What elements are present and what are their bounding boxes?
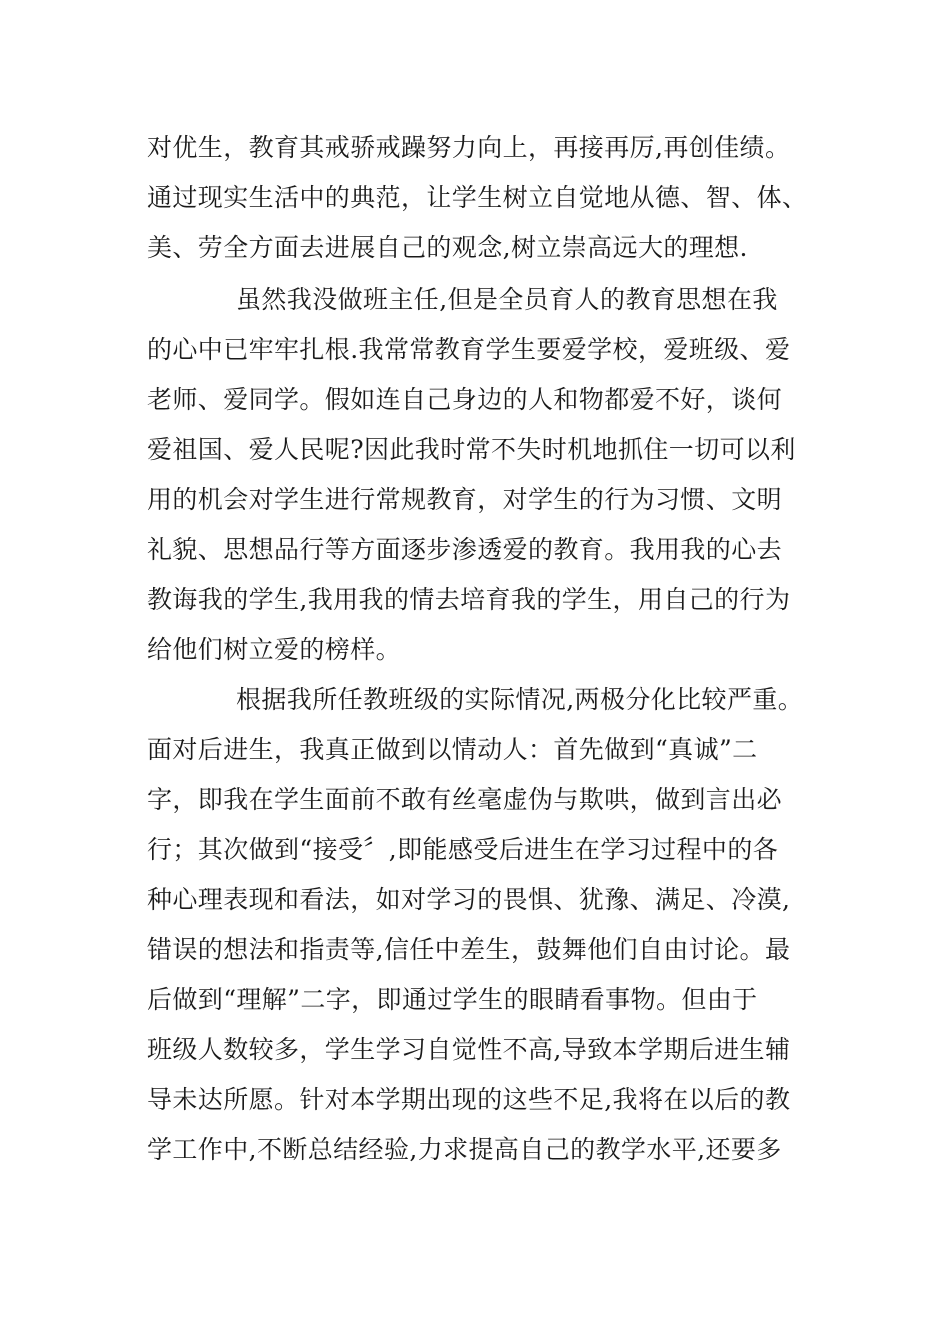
text-line: 导未达所愿。针对本学期出现的这些不足,我将在以后的教 <box>147 1085 791 1114</box>
text-line: 爱祖国、爱人民呢?因此我时常不失时机地抓住一切可以利 <box>147 435 796 464</box>
text-line: 学工作中,不断总结经验,力求提高自己的教学水平,还要多 <box>147 1135 782 1164</box>
text-line: 班级人数较多，学生学习自觉性不高,导致本学期后进生辅 <box>147 1035 791 1064</box>
text-line: 教诲我的学生,我用我的情去培育我的学生，用自己的行为 <box>147 585 791 614</box>
text-line: 面对后进生，我真正做到以情动人：首先做到“真诚”二 <box>147 735 758 764</box>
text-line: 的心中已牢牢扎根.我常常教育学生要爱学校，爱班级、爱 <box>147 335 791 364</box>
text-line: 行；其次做到“接受〞,即能感受后进生在学习过程中的各 <box>147 835 779 864</box>
text-line: 对优生，教育其戒骄戒躁努力向上，再接再厉,再创佳绩。 <box>147 133 791 162</box>
text-line: 字，即我在学生面前不敢有丝毫虚伪与欺哄，做到言出必 <box>147 785 783 814</box>
text-line: 种心理表现和看法，如对学习的畏惧、犹豫、满足、冷漠, <box>147 885 791 914</box>
text-line: 根据我所任教班级的实际情况,两极分化比较严重。 <box>236 685 804 714</box>
text-line: 美、劳全方面去进展自己的观念,树立崇高远大的理想. <box>147 233 748 262</box>
text-line: 错误的想法和指责等,信任中差生，鼓舞他们自由讨论。最 <box>147 935 791 964</box>
text-line: 礼貌、思想品行等方面逐步渗透爱的教育。我用我的心去 <box>147 535 783 564</box>
text-line: 后做到“理解”二字，即通过学生的眼睛看事物。但由于 <box>147 985 758 1014</box>
text-line: 老师、爱同学。假如连自己身边的人和物都爱不好，谈何 <box>147 385 783 414</box>
text-line: 用的机会对学生进行常规教育，对学生的行为习惯、文明 <box>147 485 783 514</box>
text-line: 给他们树立爱的榜样。 <box>147 635 402 664</box>
text-line: 虽然我没做班主任,但是全员育人的教育思想在我 <box>236 285 778 314</box>
text-line: 通过现实生活中的典范，让学生树立自觉地从德、智、体、 <box>147 183 808 212</box>
